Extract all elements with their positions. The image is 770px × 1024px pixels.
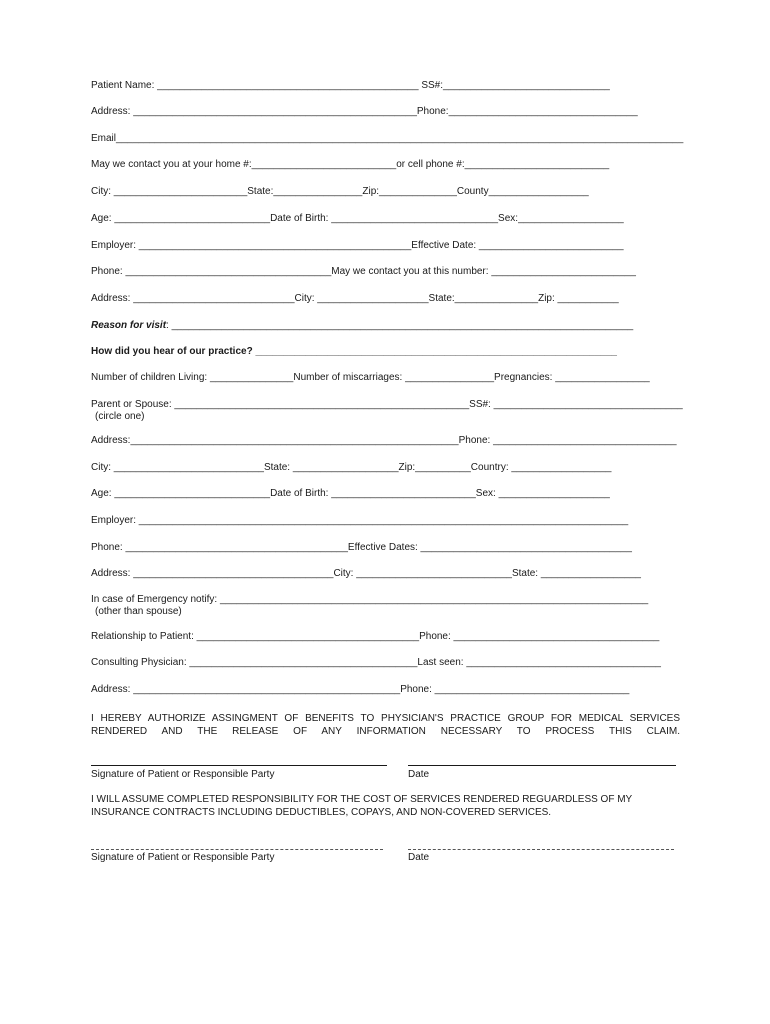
authorization-statement: I HEREBY AUTHORIZE ASSINGMENT OF BENEFITS TO PHYSICIAN'S PRACTICE GROUP FOR MEDICAL SERVICES RENDERED AND THE RELEASE OF ANY INFORMATION NECESSARY TO PROCESS THIS CLAIM. bbox=[91, 713, 680, 737]
date-label-1: Date bbox=[408, 769, 430, 780]
referral-source-field[interactable]: How did you hear of our practice? _________________________________________________________________ bbox=[91, 346, 617, 357]
employer-phone-field[interactable]: Phone: _____________________________________May we contact you at this number: __________________________ bbox=[91, 266, 636, 277]
children-field[interactable]: Number of children Living: _______________Number of miscarriages: ________________Pregnancies: _________________ bbox=[91, 372, 650, 383]
employer-field[interactable]: Employer: _________________________________________________Effective Date: __________________________ bbox=[91, 240, 624, 251]
email-field[interactable]: Email______________________________________________________________________________________________________ bbox=[91, 133, 684, 144]
date-label-2: Date bbox=[408, 852, 430, 863]
relationship-field[interactable]: Relationship to Patient: ________________________________________Phone: _____________________________________ bbox=[91, 631, 660, 642]
parent-city-field[interactable]: City: ___________________________State: ___________________Zip:__________Country: __________________ bbox=[91, 462, 612, 473]
responsibility-statement: I WILL ASSUME COMPLETED RESPONSIBILITY FOR THE COST OF SERVICES RENDERED REGUARDLESS OF MY INSURANCE CONTRACTS INCLUDING DEDUCTIBLES, COPAYS, AND NON-COVERED SERVICES. bbox=[91, 794, 633, 818]
signature-label-2: Signature of Patient or Responsible Party bbox=[91, 852, 275, 863]
date-line-1[interactable] bbox=[408, 765, 676, 766]
other-than-spouse-note: (other than spouse) bbox=[95, 606, 182, 617]
signature-line-1[interactable] bbox=[91, 765, 387, 766]
parent-employer-address-field[interactable]: Address: ____________________________________City: ____________________________State: __________________ bbox=[91, 568, 641, 579]
contact-phone-field[interactable]: May we contact you at your home #:__________________________or cell phone #:__________________________ bbox=[91, 159, 610, 170]
signature-label-1: Signature of Patient or Responsible Party bbox=[91, 769, 275, 780]
parent-address-field[interactable]: Address:___________________________________________________________Phone: _________________________________ bbox=[91, 435, 677, 446]
circle-one-note: (circle one) bbox=[95, 411, 145, 422]
employer-address-field[interactable]: Address: _____________________________City: ____________________State:_______________Zip: ___________ bbox=[91, 293, 619, 304]
parent-spouse-field[interactable]: Parent or Spouse: _____________________________________________________SS#: __________________________________ (circle one) bbox=[91, 399, 683, 422]
reason-for-visit-field[interactable] bbox=[91, 320, 633, 332]
date-line-2[interactable] bbox=[408, 849, 674, 850]
address-field[interactable]: Address: ___________________________________________________Phone:__________________________________ bbox=[91, 106, 638, 117]
city-state-zip-field[interactable]: City: ________________________State:________________Zip:______________County__________________ bbox=[91, 186, 589, 197]
parent-phone-field[interactable]: Phone: ________________________________________Effective Dates: ______________________________________ bbox=[91, 542, 632, 553]
signature-line-2[interactable] bbox=[91, 849, 383, 850]
reason-for-visit-label: Reason for visit bbox=[91, 320, 167, 331]
consulting-physician-field[interactable]: Consulting Physician: _________________________________________Last seen: ___________________________________ bbox=[91, 657, 661, 668]
patient-name-field[interactable]: Patient Name: _______________________________________________ SS#:______________________________ bbox=[91, 80, 610, 91]
physician-address-field[interactable]: Address: ________________________________________________Phone: ___________________________________ bbox=[91, 684, 630, 695]
age-dob-sex-field[interactable]: Age: ____________________________Date of Birth: ______________________________Sex:___________________ bbox=[91, 213, 624, 224]
reason-for-visit-blank: : ___________________________________________________________________________________ bbox=[166, 320, 634, 331]
parent-employer-field[interactable]: Employer: ________________________________________________________________________________________ bbox=[91, 515, 629, 526]
emergency-contact-field[interactable]: In case of Emergency notify: _____________________________________________________________________________ (other than spouse) bbox=[91, 594, 649, 617]
parent-age-dob-field[interactable]: Age: ____________________________Date of Birth: __________________________Sex: ____________________ bbox=[91, 488, 610, 499]
